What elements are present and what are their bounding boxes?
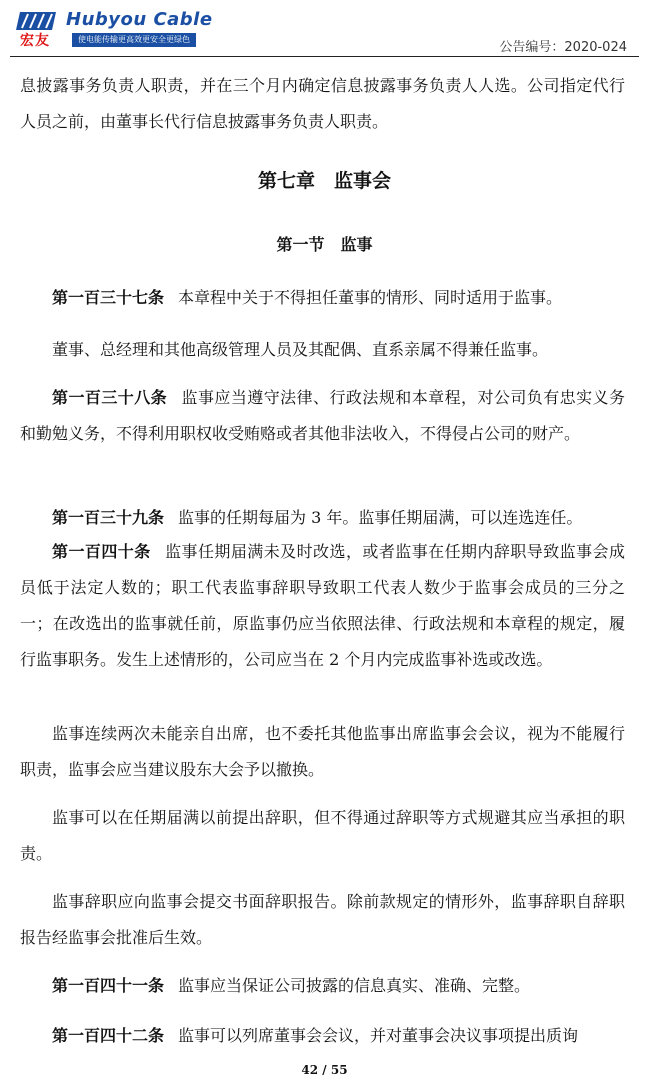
article-title: 第一百三十九条 — [52, 508, 165, 527]
page-number: 42 / 55 — [301, 1063, 348, 1077]
continued-paragraph: 息披露事务负责人职责，并在三个月内确定信息披露事务负责人人选。公司指定代行人员之前，由董事长代行信息披露事务负责人职责。 — [20, 76, 625, 131]
article-141 — [20, 968, 625, 1004]
paragraph: 监事辞职应向监事会提交书面辞职报告。除前款规定的情形外，监事辞职自辞职报告经监事会批准后生效。 — [20, 892, 625, 947]
article-title: 第一百三十七条 — [52, 288, 165, 307]
article-text: 监事应当保证公司披露的信息真实、准确、完整。 — [178, 976, 531, 995]
article-title: 第一百三十八条 — [52, 388, 168, 407]
article-title: 第一百四十条 — [52, 542, 151, 561]
section-title: 第一节 监事 — [276, 235, 373, 254]
article-142 — [20, 1018, 625, 1054]
page-header — [0, 0, 649, 58]
chapter-title: 第七章 监事会 — [257, 170, 391, 192]
logo-slogan: 使电能传输更高效更安全更绿色 — [72, 33, 196, 47]
article-title: 第一百四十一条 — [52, 976, 165, 995]
article-text: 监事的任期每届为 3 年。监事任期届满，可以连选连任。 — [178, 508, 583, 527]
notice-number: 公告编号：2020-024 — [499, 40, 627, 55]
article-140 — [20, 534, 625, 678]
article-text: 监事任期届满未及时改选，或者监事在任期内辞职导致监事会成员低于法定人数的；职工代表监事辞职导致职工代表人数少于监事会成员的三分之一；在改选出的监事就任前，原监事仍应当依照法律、行政法规和本章程的规定，履行监事职务。发生上述情形的，公司应当在 2 个月内完成监事补选或改选。 — [20, 542, 625, 669]
article-139 — [20, 500, 625, 536]
article-title: 第一百四十二条 — [52, 1026, 165, 1045]
logo-english-name: Hubyou Cable — [66, 9, 213, 30]
company-logo — [14, 8, 213, 50]
paragraph: 监事可以在任期届满以前提出辞职，但不得通过辞职等方式规避其应当承担的职责。 — [20, 808, 625, 863]
article-137 — [20, 280, 625, 316]
paragraph: 监事连续两次未能亲自出席，也不委托其他监事出席监事会会议，视为不能履行职责，监事会应当建议股东大会予以撤换。 — [20, 724, 625, 779]
paragraph: 董事、总经理和其他高级管理人员及其配偶、直系亲属不得兼任监事。 — [52, 340, 549, 359]
article-text: 监事可以列席董事会会议，并对董事会决议事项提出质询 — [178, 1026, 579, 1045]
article-text: 监事应当遵守法律、行政法规和本章程，对公司负有忠实义务和勤勉义务，不得利用职权收受贿赂或者其他非法收入，不得侵占公司的财产。 — [20, 388, 625, 443]
article-138 — [20, 380, 625, 452]
logo-chinese-name: 宏友 — [20, 33, 50, 49]
article-text: 本章程中关于不得担任董事的情形、同时适用于监事。 — [178, 288, 563, 307]
header-divider — [10, 56, 639, 57]
